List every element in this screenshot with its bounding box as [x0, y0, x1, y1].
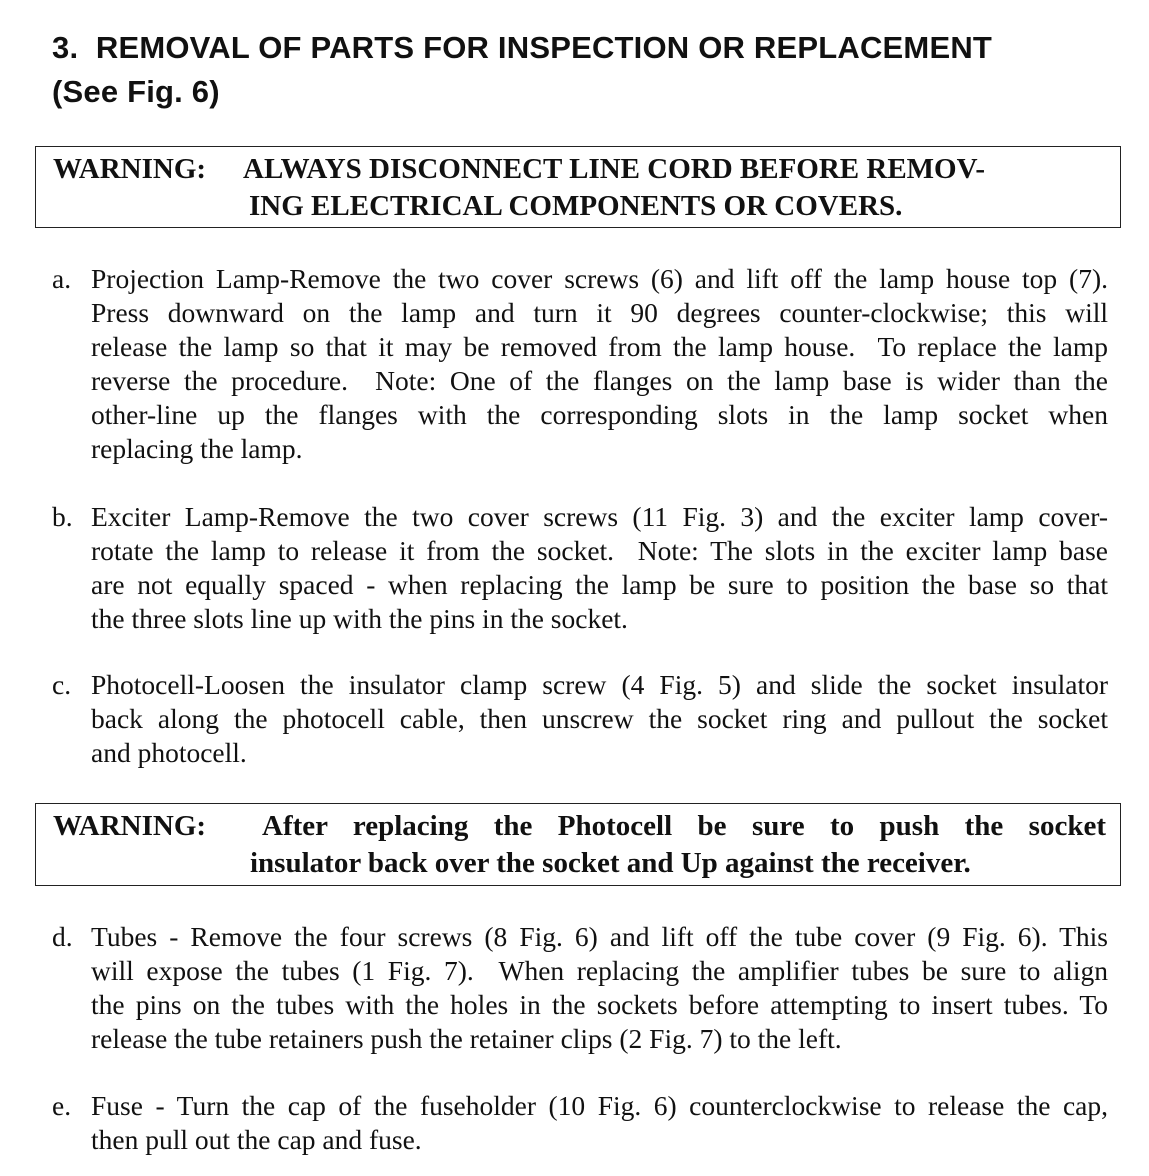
list-item-body [91, 500, 1108, 636]
text-line: Tubes - Remove the four screws (8 Fig. 6) and lift off the tube cover (9 Fig. 6). This [91, 921, 1108, 952]
text-line: Photocell-Loosen the insulator clamp screw (4 Fig. 5) and slide the socket insulator [91, 669, 1108, 700]
text-line: Press downward on the lamp and turn it 90 degrees counter-clockwise; this will [91, 297, 1108, 328]
list-marker: b. [52, 501, 73, 532]
text-line: Fuse - Turn the cap of the fuseholder (10 Fig. 6) counterclockwise to release the cap, [91, 1090, 1108, 1121]
warning-text-line: insulator back over the socket and Up against the receiver. [250, 847, 971, 879]
list-item-body [91, 668, 1108, 770]
warning-box-disconnect [35, 146, 1121, 228]
text-line: Exciter Lamp-Remove the two cover screws (11 Fig. 3) and the exciter lamp cover- [91, 501, 1108, 532]
list-marker: c. [52, 669, 72, 700]
list-item-photocell [52, 668, 1108, 770]
list-item-projection-lamp [52, 262, 1108, 466]
text-line: rotate the lamp to release it from the socket. Note: The slots in the exciter lamp base [91, 535, 1108, 566]
section-heading [52, 26, 992, 114]
warning-text-line: After replacing the Photocell be sure to push the socket [262, 810, 1106, 842]
text-line: release the tube retainers push the retainer clips (2 Fig. 7) to the left. [91, 1023, 842, 1054]
list-marker: d. [52, 921, 73, 952]
text-line: other-line up the flanges with the corresponding slots in the lamp socket when [91, 399, 1108, 430]
warning-label: WARNING: [53, 810, 207, 842]
warning-text-line: ALWAYS DISCONNECT LINE CORD BEFORE REMOV- [243, 153, 986, 185]
warning-box-photocell [35, 803, 1121, 886]
list-item-tubes [52, 920, 1108, 1056]
text-line: the three slots line up with the pins in the socket. [91, 603, 628, 634]
text-line: back along the photocell cable, then unscrew the socket ring and pullout the socket [91, 703, 1108, 734]
text-line: replacing the lamp. [91, 433, 303, 464]
text-line: will expose the tubes (1 Fig. 7). When replacing the amplifier tubes be sure to align [91, 955, 1108, 986]
text-line: release the lamp so that it may be removed from the lamp house. To replace the lamp [91, 331, 1108, 362]
text-line: are not equally spaced - when replacing the lamp be sure to position the base so that [91, 569, 1108, 600]
text-line: the pins on the tubes with the holes in the sockets before attempting to insert tubes. To [91, 989, 1108, 1020]
text-line: and photocell. [91, 737, 247, 768]
section-subtitle: (See Fig. 6) [52, 74, 220, 109]
warning-text-line: ING ELECTRICAL COMPONENTS OR COVERS. [249, 190, 903, 222]
list-marker: a. [52, 263, 72, 294]
warning-label: WARNING: [53, 153, 207, 185]
text-line: reverse the procedure. Note: One of the flanges on the lamp base is wider than the [91, 365, 1108, 396]
text-line: Projection Lamp-Remove the two cover screws (6) and lift off the lamp house top (7). [91, 263, 1108, 294]
list-item-fuse [52, 1089, 1108, 1157]
list-marker: e. [52, 1090, 72, 1121]
list-item-body [91, 920, 1108, 1056]
list-item-body [91, 1089, 1108, 1157]
text-line: then pull out the cap and fuse. [91, 1124, 422, 1155]
list-item-exciter-lamp [52, 500, 1108, 636]
section-title: 3. REMOVAL OF PARTS FOR INSPECTION OR REPLACEMENT [52, 30, 993, 65]
list-item-body [91, 262, 1108, 466]
